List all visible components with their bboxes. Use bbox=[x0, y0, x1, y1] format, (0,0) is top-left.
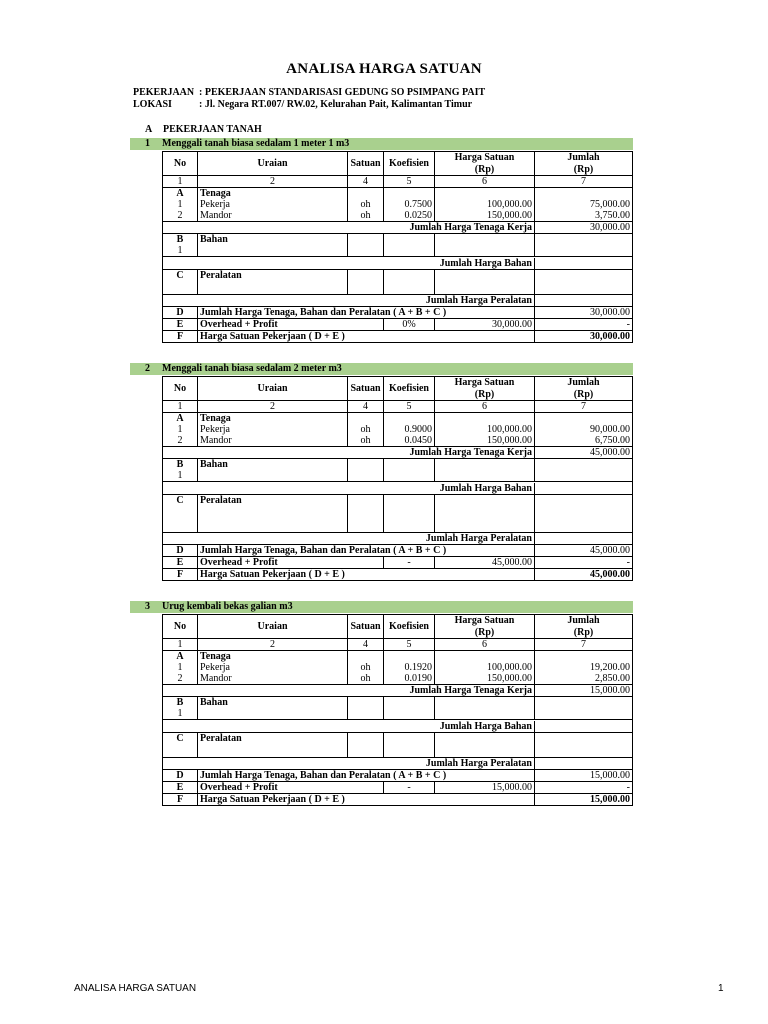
peralatan-header-row bbox=[163, 270, 633, 282]
e-base: 45,000.00 bbox=[435, 557, 535, 569]
row-jumlah: 6,750.00 bbox=[535, 435, 633, 447]
tenaga-header-row bbox=[163, 651, 633, 663]
subtotal-label: Jumlah Harga Peralatan bbox=[163, 533, 535, 545]
col-index: 7 bbox=[535, 401, 633, 413]
row-koefisien: 0.0450 bbox=[384, 435, 435, 447]
col-index: 5 bbox=[384, 401, 435, 413]
item-number: 3 bbox=[145, 601, 150, 612]
item-title: Menggali tanah biasa sedalam 2 meter m3 bbox=[162, 363, 342, 374]
e-label: Overhead + Profit bbox=[198, 557, 384, 569]
e-base: 15,000.00 bbox=[435, 782, 535, 794]
row-harga: 100,000.00 bbox=[435, 199, 535, 210]
row-koefisien: 0.9000 bbox=[384, 424, 435, 435]
row-satuan: oh bbox=[348, 662, 384, 673]
row-harga: 150,000.00 bbox=[435, 435, 535, 447]
f-row bbox=[163, 794, 633, 806]
col-uraian: Uraian bbox=[198, 377, 348, 401]
col-index: 4 bbox=[348, 639, 384, 651]
subtotal-bahan-row bbox=[163, 721, 633, 733]
header-row bbox=[163, 152, 633, 165]
group-label: Bahan bbox=[198, 697, 348, 709]
item-number: 1 bbox=[145, 138, 150, 149]
item-title-bar bbox=[130, 601, 633, 613]
analysis-table bbox=[162, 151, 633, 343]
peralatan-header-row bbox=[163, 733, 633, 745]
col-satuan: Satuan bbox=[348, 615, 384, 639]
analysis-table bbox=[162, 614, 633, 806]
group-letter: C bbox=[163, 270, 198, 282]
f-value: 45,000.00 bbox=[535, 569, 633, 581]
row-letter: F bbox=[163, 794, 198, 806]
group-letter: C bbox=[163, 733, 198, 745]
row-uraian: Pekerja bbox=[198, 424, 348, 435]
row-letter: E bbox=[163, 782, 198, 794]
col-jumlah-unit: (Rp) bbox=[535, 389, 633, 401]
group-label: Tenaga bbox=[198, 413, 348, 425]
item-number: 2 bbox=[145, 363, 150, 374]
subtotal-peralatan-row bbox=[163, 295, 633, 307]
col-index: 4 bbox=[348, 401, 384, 413]
subtotal-label: Jumlah Harga Tenaga Kerja bbox=[163, 447, 535, 459]
table-row bbox=[163, 470, 633, 482]
lokasi-line bbox=[133, 99, 472, 110]
section-letter: A bbox=[145, 124, 153, 135]
col-jumlah: Jumlah bbox=[535, 377, 633, 390]
item-title-bar bbox=[130, 138, 633, 150]
row-satuan: oh bbox=[348, 673, 384, 685]
column-number-row bbox=[163, 639, 633, 651]
e-percent: - bbox=[384, 782, 435, 794]
row-no: 1 bbox=[163, 199, 198, 210]
lokasi-value: : Jl. Negara RT.007/ RW.02, Kelurahan Pait, Kalimantan Timur bbox=[199, 99, 473, 110]
col-index: 1 bbox=[163, 401, 198, 413]
col-harga-unit: (Rp) bbox=[435, 389, 535, 401]
row-no: 1 bbox=[163, 470, 198, 482]
row-koefisien: 0.1920 bbox=[384, 662, 435, 673]
d-value: 45,000.00 bbox=[535, 545, 633, 557]
col-harga-unit: (Rp) bbox=[435, 627, 535, 639]
bahan-header-row bbox=[163, 697, 633, 709]
row-uraian: Mandor bbox=[198, 435, 348, 447]
col-index: 7 bbox=[535, 639, 633, 651]
e-base: 30,000.00 bbox=[435, 319, 535, 331]
subtotal-tenaga-row bbox=[163, 685, 633, 697]
group-letter: B bbox=[163, 459, 198, 471]
subtotal-value: 30,000.00 bbox=[535, 222, 633, 234]
col-index: 6 bbox=[435, 639, 535, 651]
tenaga-header-row bbox=[163, 413, 633, 425]
row-no: 2 bbox=[163, 210, 198, 222]
group-label: Tenaga bbox=[198, 188, 348, 200]
row-letter: D bbox=[163, 770, 198, 782]
d-row bbox=[163, 307, 633, 319]
row-no: 1 bbox=[163, 708, 198, 720]
col-uraian: Uraian bbox=[198, 615, 348, 639]
col-no: No bbox=[163, 377, 198, 401]
row-koefisien: 0.0250 bbox=[384, 210, 435, 222]
f-row bbox=[163, 569, 633, 581]
row-no: 2 bbox=[163, 673, 198, 685]
subtotal-value: 45,000.00 bbox=[535, 447, 633, 459]
subtotal-label: Jumlah Harga Bahan bbox=[163, 483, 535, 495]
subtotal-label: Jumlah Harga Tenaga Kerja bbox=[163, 685, 535, 697]
row-letter: F bbox=[163, 331, 198, 343]
d-value: 30,000.00 bbox=[535, 307, 633, 319]
bahan-header-row bbox=[163, 459, 633, 471]
row-koefisien: 0.0190 bbox=[384, 673, 435, 685]
d-label: Jumlah Harga Tenaga, Bahan dan Peralatan ( A + B + C ) bbox=[198, 545, 535, 557]
subtotal-value: 15,000.00 bbox=[535, 685, 633, 697]
table-row bbox=[163, 673, 633, 685]
e-label: Overhead + Profit bbox=[198, 782, 384, 794]
col-index: 6 bbox=[435, 401, 535, 413]
col-index: 7 bbox=[535, 176, 633, 188]
col-koefisien: Koefisien bbox=[384, 152, 435, 176]
f-label: Harga Satuan Pekerjaan ( D + E ) bbox=[198, 794, 535, 806]
table-row bbox=[163, 435, 633, 447]
row-letter: F bbox=[163, 569, 198, 581]
subtotal-peralatan-row bbox=[163, 758, 633, 770]
e-row bbox=[163, 319, 633, 331]
d-row bbox=[163, 545, 633, 557]
column-number-row bbox=[163, 176, 633, 188]
group-letter: C bbox=[163, 495, 198, 507]
row-jumlah: 3,750.00 bbox=[535, 210, 633, 222]
row-letter: E bbox=[163, 319, 198, 331]
table-row bbox=[163, 708, 633, 720]
subtotal-label: Jumlah Harga Bahan bbox=[163, 258, 535, 270]
e-label: Overhead + Profit bbox=[198, 319, 384, 331]
group-label: Peralatan bbox=[198, 270, 348, 282]
f-label: Harga Satuan Pekerjaan ( D + E ) bbox=[198, 331, 535, 343]
table-row bbox=[163, 424, 633, 435]
subtotal-bahan-row bbox=[163, 483, 633, 495]
item-title-bar bbox=[130, 363, 633, 375]
group-label: Tenaga bbox=[198, 651, 348, 663]
group-letter: B bbox=[163, 234, 198, 246]
col-index: 2 bbox=[198, 639, 348, 651]
row-satuan: oh bbox=[348, 210, 384, 222]
col-uraian: Uraian bbox=[198, 152, 348, 176]
col-koefisien: Koefisien bbox=[384, 377, 435, 401]
e-percent: 0% bbox=[384, 319, 435, 331]
row-uraian: Mandor bbox=[198, 210, 348, 222]
col-jumlah: Jumlah bbox=[535, 615, 633, 628]
col-harga-satuan: Harga Satuan bbox=[435, 615, 535, 628]
row-satuan: oh bbox=[348, 424, 384, 435]
group-letter: A bbox=[163, 188, 198, 200]
bahan-header-row bbox=[163, 234, 633, 246]
row-harga: 150,000.00 bbox=[435, 210, 535, 222]
group-label: Bahan bbox=[198, 234, 348, 246]
subtotal-bahan-row bbox=[163, 258, 633, 270]
table-row bbox=[163, 199, 633, 210]
row-no: 2 bbox=[163, 435, 198, 447]
row-satuan: oh bbox=[348, 435, 384, 447]
section-title: PEKERJAAN TANAH bbox=[163, 124, 262, 135]
e-value: - bbox=[535, 782, 633, 794]
e-row bbox=[163, 557, 633, 569]
row-letter: E bbox=[163, 557, 198, 569]
col-koefisien: Koefisien bbox=[384, 615, 435, 639]
row-letter: D bbox=[163, 307, 198, 319]
peralatan-header-row bbox=[163, 495, 633, 507]
subtotal-label: Jumlah Harga Peralatan bbox=[163, 295, 535, 307]
row-no: 1 bbox=[163, 245, 198, 257]
group-label: Peralatan bbox=[198, 733, 348, 745]
col-jumlah: Jumlah bbox=[535, 152, 633, 165]
pekerjaan-value: : PEKERJAAN STANDARISASI GEDUNG SO PSIMPANG PAIT bbox=[199, 87, 486, 98]
row-jumlah: 90,000.00 bbox=[535, 424, 633, 435]
row-koefisien: 0.7500 bbox=[384, 199, 435, 210]
col-index: 1 bbox=[163, 176, 198, 188]
col-index: 5 bbox=[384, 176, 435, 188]
footer-title: ANALISA HARGA SATUAN bbox=[74, 983, 197, 994]
row-harga: 150,000.00 bbox=[435, 673, 535, 685]
row-jumlah: 75,000.00 bbox=[535, 199, 633, 210]
d-row bbox=[163, 770, 633, 782]
col-index: 5 bbox=[384, 639, 435, 651]
e-percent: - bbox=[384, 557, 435, 569]
e-value: - bbox=[535, 557, 633, 569]
subtotal-label: Jumlah Harga Tenaga Kerja bbox=[163, 222, 535, 234]
d-label: Jumlah Harga Tenaga, Bahan dan Peralatan ( A + B + C ) bbox=[198, 770, 535, 782]
subtotal-tenaga-row bbox=[163, 447, 633, 459]
col-satuan: Satuan bbox=[348, 377, 384, 401]
column-number-row bbox=[163, 401, 633, 413]
subtotal-peralatan-row bbox=[163, 533, 633, 545]
item-title: Urug kembali bekas galian m3 bbox=[162, 601, 293, 612]
col-jumlah-unit: (Rp) bbox=[535, 164, 633, 176]
page-number: 1 bbox=[718, 983, 724, 994]
row-uraian: Pekerja bbox=[198, 199, 348, 210]
subtotal-tenaga-row bbox=[163, 222, 633, 234]
d-value: 15,000.00 bbox=[535, 770, 633, 782]
col-index: 2 bbox=[198, 401, 348, 413]
col-index: 2 bbox=[198, 176, 348, 188]
subtotal-label: Jumlah Harga Peralatan bbox=[163, 758, 535, 770]
row-jumlah: 2,850.00 bbox=[535, 673, 633, 685]
group-label: Bahan bbox=[198, 459, 348, 471]
header-row bbox=[163, 615, 633, 628]
d-label: Jumlah Harga Tenaga, Bahan dan Peralatan ( A + B + C ) bbox=[198, 307, 535, 319]
peralatan-empty-row bbox=[163, 744, 633, 758]
e-value: - bbox=[535, 319, 633, 331]
row-satuan: oh bbox=[348, 199, 384, 210]
peralatan-empty-row bbox=[163, 281, 633, 295]
row-letter: D bbox=[163, 545, 198, 557]
f-value: 30,000.00 bbox=[535, 331, 633, 343]
row-uraian: Pekerja bbox=[198, 662, 348, 673]
table-row bbox=[163, 245, 633, 257]
col-no: No bbox=[163, 615, 198, 639]
row-harga: 100,000.00 bbox=[435, 662, 535, 673]
peralatan-empty-row bbox=[163, 506, 633, 533]
analysis-table bbox=[162, 376, 633, 581]
header-row bbox=[163, 377, 633, 390]
row-uraian: Mandor bbox=[198, 673, 348, 685]
col-harga-satuan: Harga Satuan bbox=[435, 152, 535, 165]
table-row bbox=[163, 210, 633, 222]
col-index: 6 bbox=[435, 176, 535, 188]
row-no: 1 bbox=[163, 662, 198, 673]
col-no: No bbox=[163, 152, 198, 176]
row-no: 1 bbox=[163, 424, 198, 435]
group-letter: A bbox=[163, 651, 198, 663]
f-row bbox=[163, 331, 633, 343]
row-jumlah: 19,200.00 bbox=[535, 662, 633, 673]
table-row bbox=[163, 662, 633, 673]
item-title: Menggali tanah biasa sedalam 1 meter 1 m3 bbox=[162, 138, 350, 149]
subtotal-label: Jumlah Harga Bahan bbox=[163, 721, 535, 733]
col-index: 4 bbox=[348, 176, 384, 188]
page-title: ANALISA HARGA SATUAN bbox=[286, 61, 482, 77]
col-harga-unit: (Rp) bbox=[435, 164, 535, 176]
pekerjaan-line bbox=[133, 87, 485, 98]
pekerjaan-label: PEKERJAAN bbox=[133, 87, 195, 98]
group-label: Peralatan bbox=[198, 495, 348, 507]
group-letter: A bbox=[163, 413, 198, 425]
tenaga-header-row bbox=[163, 188, 633, 200]
f-value: 15,000.00 bbox=[535, 794, 633, 806]
col-jumlah-unit: (Rp) bbox=[535, 627, 633, 639]
lokasi-label: LOKASI bbox=[133, 99, 172, 110]
group-letter: B bbox=[163, 697, 198, 709]
col-satuan: Satuan bbox=[348, 152, 384, 176]
e-row bbox=[163, 782, 633, 794]
row-harga: 100,000.00 bbox=[435, 424, 535, 435]
col-harga-satuan: Harga Satuan bbox=[435, 377, 535, 390]
col-index: 1 bbox=[163, 639, 198, 651]
f-label: Harga Satuan Pekerjaan ( D + E ) bbox=[198, 569, 535, 581]
